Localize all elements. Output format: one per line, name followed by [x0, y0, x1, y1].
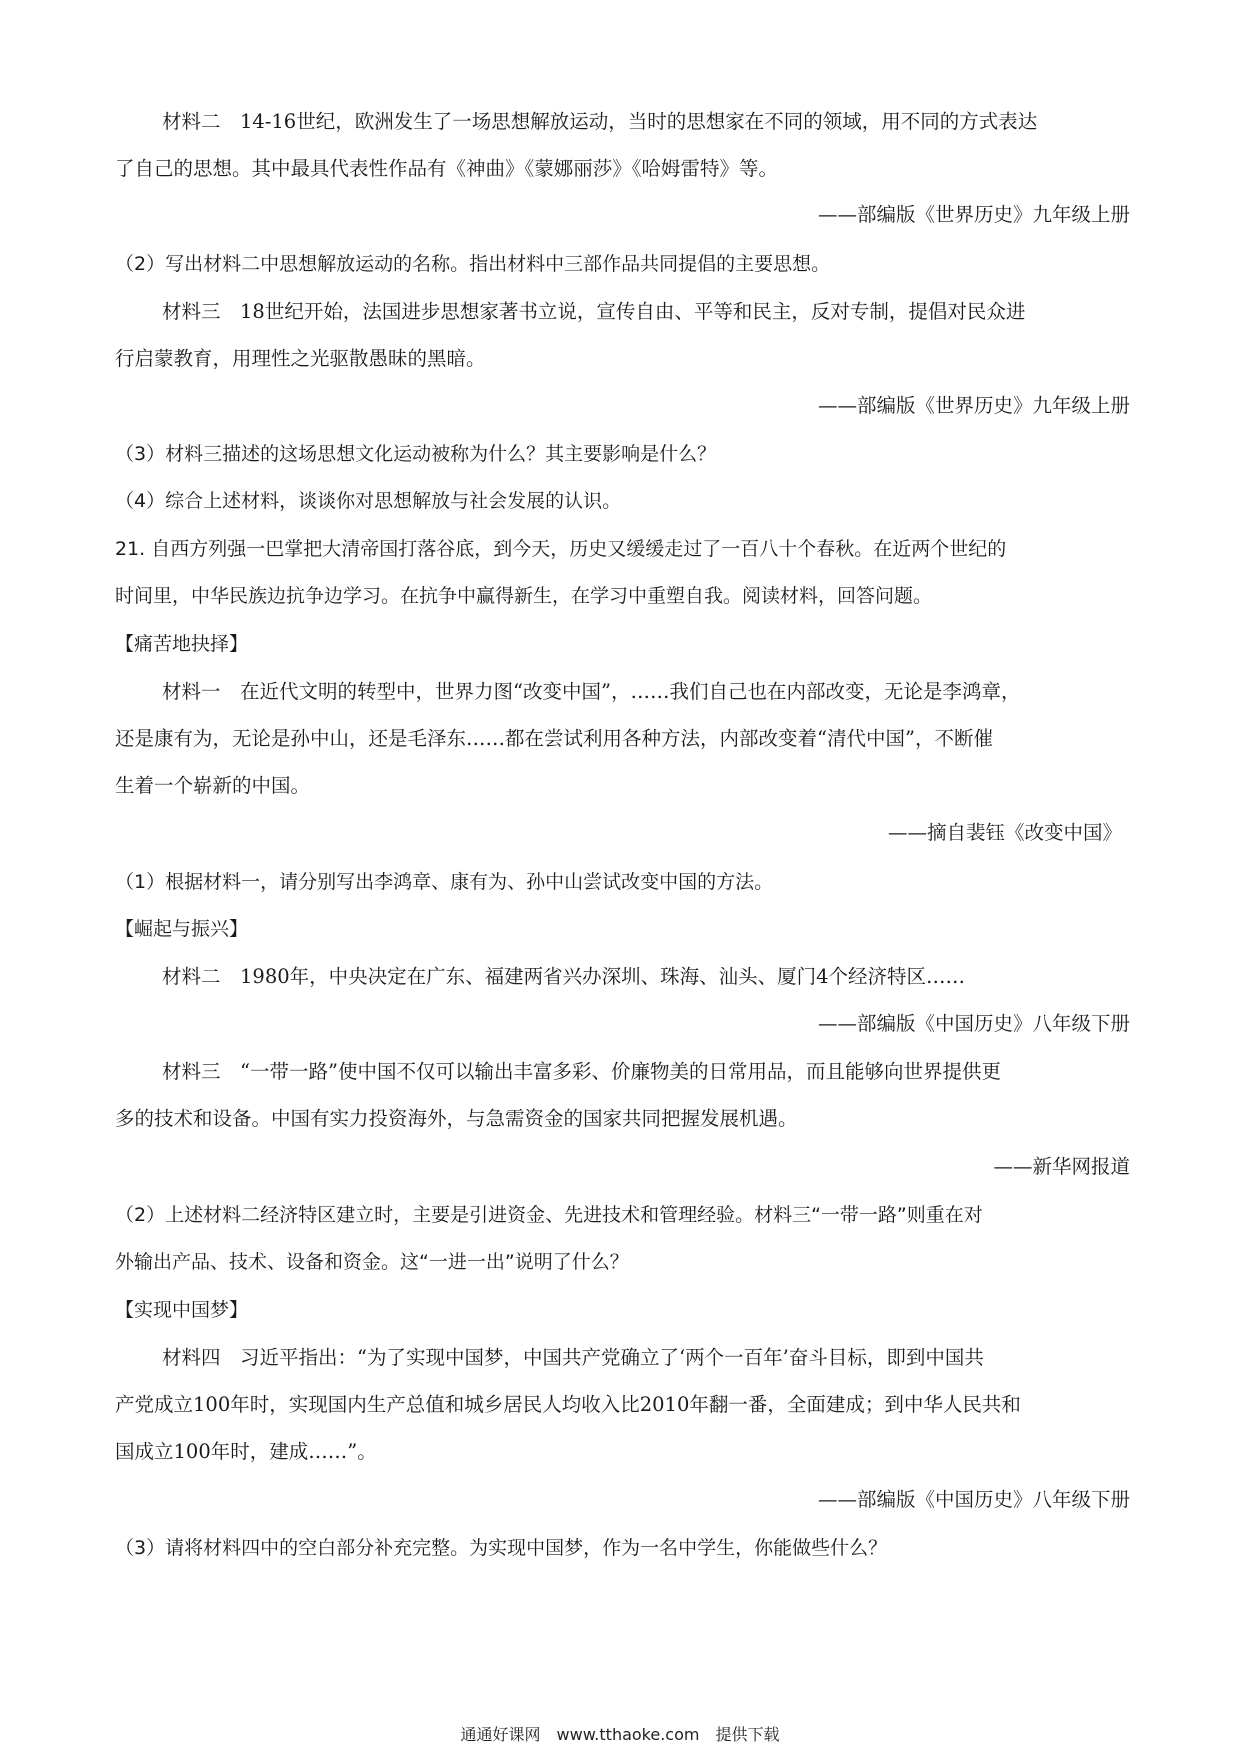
question-20-3: （3）材料三描述的这场思想文化运动被称为什么？其主要影响是什么？: [115, 443, 717, 465]
material-2-line-1: 材料二 14-16世纪，欧洲发生了一场思想解放运动，当时的思想家在不同的领域，用不同的方式表达: [162, 110, 1038, 133]
question-20-2: （2）写出材料二中思想解放运动的名称。指出材料中三部作品共同提倡的主要思想。: [115, 253, 831, 275]
material-4-line-3: 国成立100年时，建成……”。: [115, 1440, 377, 1463]
page-footer: 通通好课网 www.tthaoke.com 提供下载: [460, 1725, 780, 1744]
question-21-1: （1）根据材料一，请分别写出李鸿章、康有为、孙中山尝试改变中国的方法。: [115, 871, 774, 893]
material-2-line-2: 了自己的思想。其中最具代表性作品有《神曲》《蒙娜丽莎》《哈姆雷特》等。: [115, 157, 779, 180]
section-heading-1: 【痛苦地抉择】: [115, 633, 249, 655]
material-3-q21-line-2: 多的技术和设备。中国有实力投资海外，与急需资金的国家共同把握发展机遇。: [115, 1107, 798, 1130]
material-3-q21-line-1: 材料三 “一带一路”使中国不仅可以输出丰富多彩、价廉物美的日常用品，而且能够向世界提供更: [162, 1060, 1001, 1083]
question-21-3: （3）请将材料四中的空白部分补充完整。为实现中国梦，作为一名中学生，你能做些什么？: [115, 1537, 888, 1559]
material-3-source: ——部编版《世界历史》九年级上册: [817, 394, 1130, 417]
material-1-q21-line-1: 材料一 在近代文明的转型中，世界力图“改变中国”，……我们自己也在内部改变，无论是李鸿章，: [162, 680, 1021, 703]
material-2-q21-source: ——部编版《中国历史》八年级下册: [817, 1012, 1130, 1035]
material-1-q21-line-3: 生着一个崭新的中国。: [115, 774, 311, 797]
material-3-line-1: 材料三 18世纪开始，法国进步思想家著书立说，宣传自由、平等和民主，反对专制，提倡对民众进: [162, 300, 1026, 323]
section-heading-3: 【实现中国梦】: [115, 1299, 249, 1321]
question-21-2-line-2: 外输出产品、技术、设备和资金。这“一进一出”说明了什么？: [115, 1251, 629, 1273]
material-2-q21-line-1: 材料二 1980年，中央决定在广东、福建两省兴办深圳、珠海、汕头、厦门4个经济特区……: [162, 965, 966, 988]
material-4-source: ——部编版《中国历史》八年级下册: [817, 1488, 1130, 1511]
question-20-4: （4）综合上述材料，谈谈你对思想解放与社会发展的认识。: [115, 490, 622, 512]
question-21-intro-line-2: 时间里，中华民族边抗争边学习。在抗争中赢得新生，在学习中重塑自我。阅读材料，回答问题。: [115, 585, 933, 607]
material-4-line-2: 产党成立100年时，实现国内生产总值和城乡居民人均收入比2010年翻一番，全面建成；到中华人民共和: [115, 1393, 1021, 1416]
question-21-2-line-1: （2）上述材料二经济特区建立时，主要是引进资金、先进技术和管理经验。材料三“一带一路”则重在对: [115, 1204, 983, 1226]
material-1-q21-source: ——摘自裴钰《改变中国》: [887, 821, 1122, 844]
question-21-intro-line-1: 21. 自西方列强一巴掌把大清帝国打落谷底，到今天，历史又缓缓走过了一百八十个春秋。在近两个世纪的: [115, 538, 1007, 560]
material-3-line-2: 行启蒙教育，用理性之光驱散愚昧的黑暗。: [115, 347, 486, 370]
section-heading-2: 【崛起与振兴】: [115, 918, 249, 940]
material-1-q21-line-2: 还是康有为，无论是孙中山，还是毛泽东……都在尝试利用各种方法，内部改变着“清代中国”，不断催: [115, 727, 993, 750]
material-4-line-1: 材料四 习近平指出：“为了实现中国梦，中国共产党确立了‘两个一百年’奋斗目标，即到中国共: [162, 1346, 984, 1369]
material-3-q21-source: ——新华网报道: [993, 1155, 1130, 1178]
material-2-source: ——部编版《世界历史》九年级上册: [817, 203, 1130, 226]
